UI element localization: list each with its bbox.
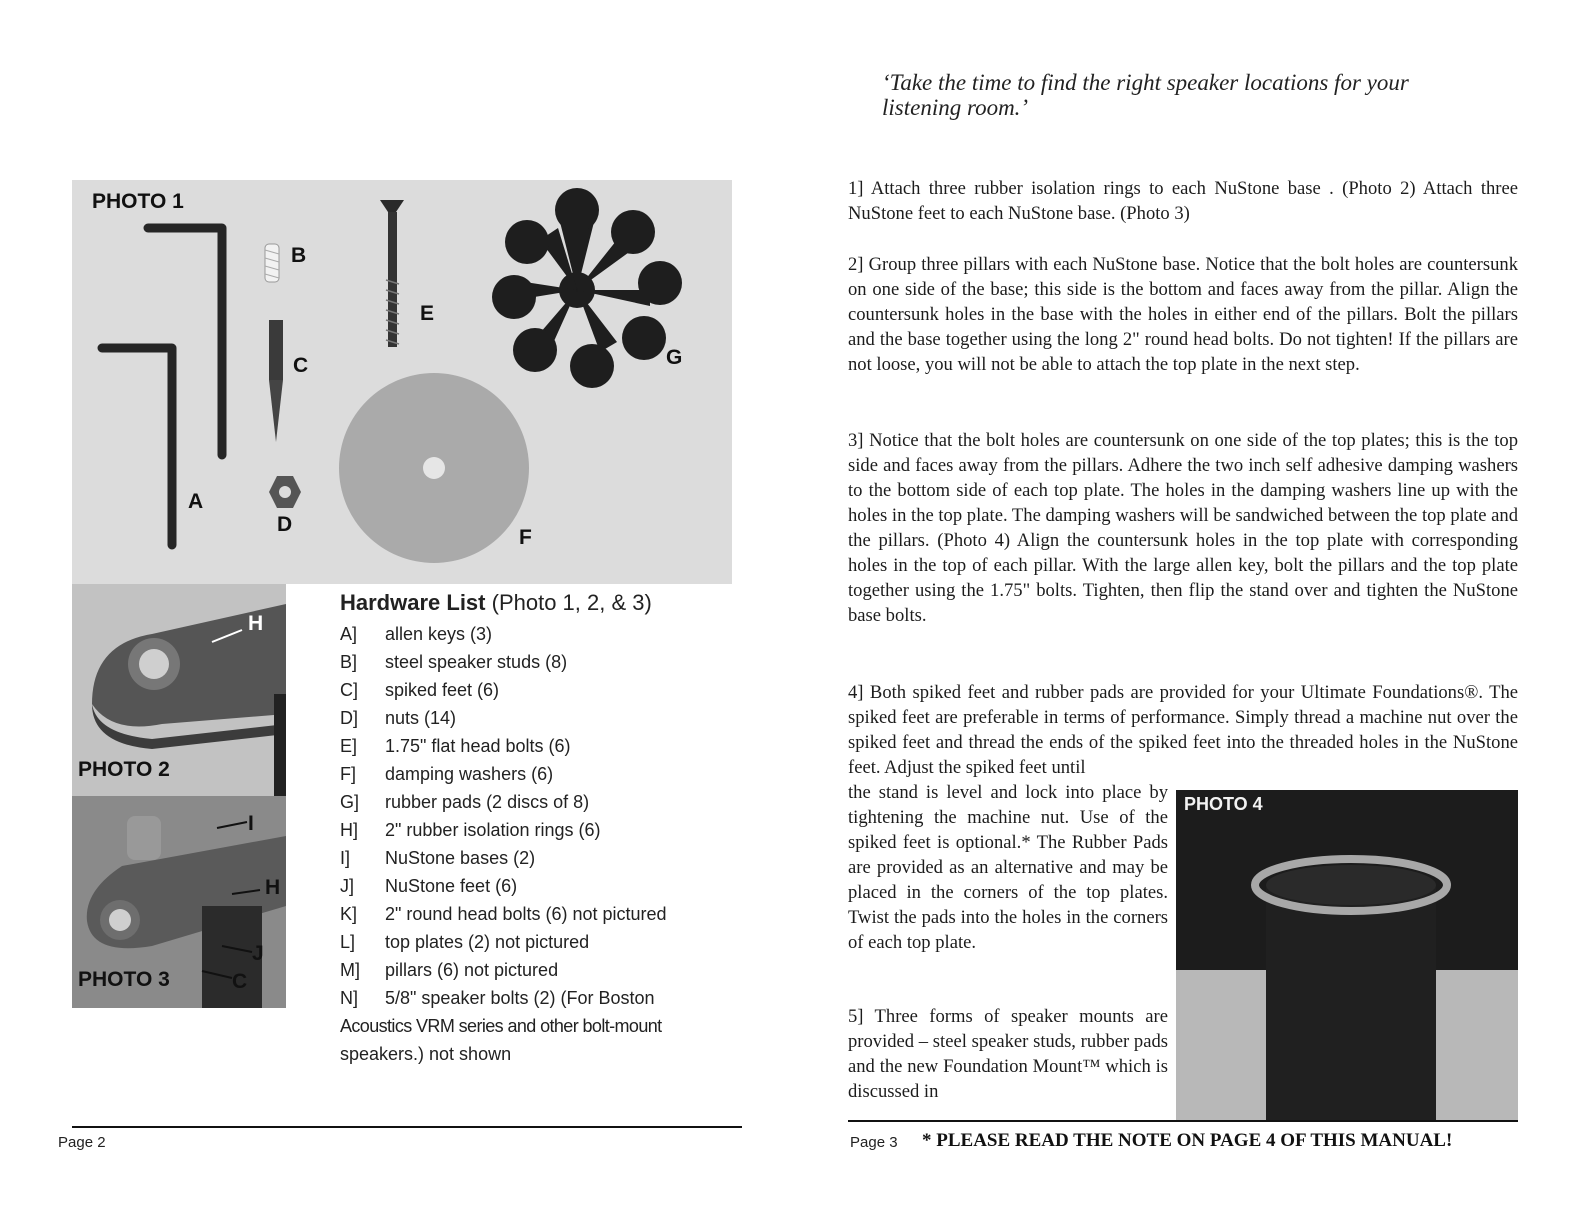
photo-3-marker-i: I [248, 812, 254, 835]
hardware-list-title-bold: Hardware List [340, 590, 486, 615]
hardware-item [340, 732, 710, 760]
hardware-item-key: G] [340, 792, 360, 812]
part-letter-a: A [188, 490, 204, 513]
hardware-item [340, 928, 710, 956]
part-letter-f: F [519, 526, 532, 549]
step-4-continued: the stand is level and lock into place by tightening the machine nut. Use of the spiked feet is optional.* The Rubber Pads are provided as an alternative and may be placed in the corners of the top plates. Twist the pads into the holes in the corners of each top plate. [848, 782, 1168, 953]
hardware-item [340, 676, 710, 704]
part-letter-g: G [666, 346, 683, 369]
part-letter-e: E [420, 302, 435, 325]
hardware-item-text: NuStone feet (6) [385, 876, 518, 896]
hardware-item-text: 2" rubber isolation rings (6) [385, 820, 601, 840]
hardware-item-key: C] [340, 680, 358, 700]
photo-3-label: PHOTO 3 [78, 968, 170, 991]
hardware-item-text: NuStone bases (2) [385, 848, 536, 868]
hardware-item [340, 620, 710, 648]
hardware-item-key: A] [340, 624, 358, 644]
hardware-item [340, 956, 710, 984]
hardware-item [340, 816, 710, 844]
photo-2-label: PHOTO 2 [78, 758, 170, 781]
hardware-item-text: nuts (14) [385, 708, 457, 728]
photo-2-marker-h: H [248, 612, 264, 635]
pull-quote [882, 70, 1482, 120]
page-number-left: Page 2 [58, 1134, 106, 1151]
hardware-item-text: pillars (6) not pictured [385, 960, 559, 980]
hardware-item-text: allen keys (3) [385, 624, 493, 644]
hardware-item-text: rubber pads (2 discs of 8) [385, 792, 590, 812]
pillar-top-plate-illustration [1176, 790, 1518, 1120]
hardware-item-key: I] [340, 848, 351, 868]
step-2: 2] Group three pillars with each NuStone base. Notice that the bolt holes are countersunk on one side of the base; this side is the bottom and faces away from the pillar. Align the countersunk holes in the base with the holes in either end of the pillars. Bolt the pillars and the base together using the long 2" round head bolts. Do not tighten! If the pillars are not loose, you will not be able to attach the top plate in the next step. [848, 254, 1518, 375]
hardware-item [340, 788, 710, 816]
footer-note: * PLEASE READ THE NOTE ON PAGE 4 OF THIS MANUAL! [922, 1130, 1453, 1151]
hardware-item-key: K] [340, 904, 358, 924]
photo-2 [72, 584, 286, 796]
left-footer-rule [72, 1126, 742, 1128]
right-footer-rule [848, 1120, 1518, 1122]
hardware-item [340, 984, 710, 1012]
hardware-item-key: B] [340, 652, 358, 672]
hardware-item-key: F] [340, 764, 356, 784]
hardware-item-text: top plates (2) not pictured [385, 932, 590, 952]
hardware-item-text: 2" round head bolts (6) not pictured [385, 904, 667, 924]
photo-4 [1176, 790, 1518, 1120]
hardware-item [340, 844, 710, 872]
step-4: 4] Both spiked feet and rubber pads are provided for your Ultimate Foundations®. The spiked feet are preferable in terms of performance. Simply thread a machine nut over the spiked feet and thread the ends of the spiked feet into the threaded holes in the NuStone feet. Adjust the spiked feet until [848, 682, 1518, 778]
photo-1 [72, 180, 732, 584]
hardware-photo-illustration [72, 180, 732, 584]
hardware-item-text: spiked feet (6) [385, 680, 500, 700]
hardware-list-title [340, 590, 710, 616]
hardware-item-n-continued-2: speakers.) not shown [340, 1044, 512, 1064]
photo-3 [72, 796, 286, 1008]
hardware-item [340, 648, 710, 676]
hardware-item-text: 1.75" flat head bolts (6) [385, 736, 571, 756]
part-letter-c: C [293, 354, 309, 377]
hardware-item-text: steel speaker studs (8) [385, 652, 568, 672]
pull-quote-line-2: listening room.’ [882, 95, 1029, 120]
hardware-item [340, 704, 710, 732]
pull-quote-line-1: ‘Take the time to find the right speaker locations for your [882, 70, 1409, 95]
hardware-item [340, 900, 710, 928]
hardware-item-key: M] [340, 960, 360, 980]
hardware-items [340, 620, 710, 1012]
hardware-item-key: L] [340, 932, 356, 952]
hardware-item [340, 760, 710, 788]
hardware-item-key: N] [340, 988, 358, 1008]
hardware-item [340, 872, 710, 900]
part-letter-b: B [291, 244, 307, 267]
photo-3-marker-h: H [265, 876, 281, 899]
photo-4-label: PHOTO 4 [1184, 794, 1263, 814]
hardware-item-text: 5/8" speaker bolts (2) (For Boston [385, 988, 655, 1008]
hardware-item-key: J] [340, 876, 355, 896]
photo-1-label: PHOTO 1 [92, 190, 184, 213]
photo-3-marker-c: C [232, 970, 248, 993]
step-3: 3] Notice that the bolt holes are countersunk on one side of the top plates; this is the top side and faces away from the pillars. Adhere the two inch self adhesive damping washers to the bottom side of each top plate. The holes in the damping washers line up with the holes in the top plate. The damping washers will be sandwiched between the top plate and the pillars. (Photo 4) Align the countersunk holes in the top plate with corresponding holes in the top of each pillar. With the large allen key, bolt the pillars and the top plate together using the 1.75" bolts. Tighten, then flip the stand over and tighten the NuStone base bolts. [848, 430, 1518, 626]
hardware-item-text: damping washers (6) [385, 764, 554, 784]
step-5: 5] Three forms of speaker mounts are provided – steel speaker studs, rubber pads and the new Foundation Mount™ which is discussed in [848, 1006, 1168, 1102]
hardware-list [340, 590, 710, 1068]
step-1: 1] Attach three rubber isolation rings to each NuStone base . (Photo 2) Attach three NuStone feet to each NuStone base. (Photo 3) [848, 178, 1518, 224]
photo-3-marker-j: J [252, 942, 264, 965]
hardware-list-title-rest: (Photo 1, 2, & 3) [485, 590, 652, 615]
hardware-item-key: E] [340, 736, 358, 756]
hardware-item-n-continued-1: Acoustics VRM series and other bolt-mount [340, 1016, 662, 1036]
hardware-item-key: H] [340, 820, 358, 840]
part-letter-d: D [277, 513, 293, 536]
hardware-item-key: D] [340, 708, 358, 728]
page-number-right: Page 3 [850, 1134, 898, 1151]
